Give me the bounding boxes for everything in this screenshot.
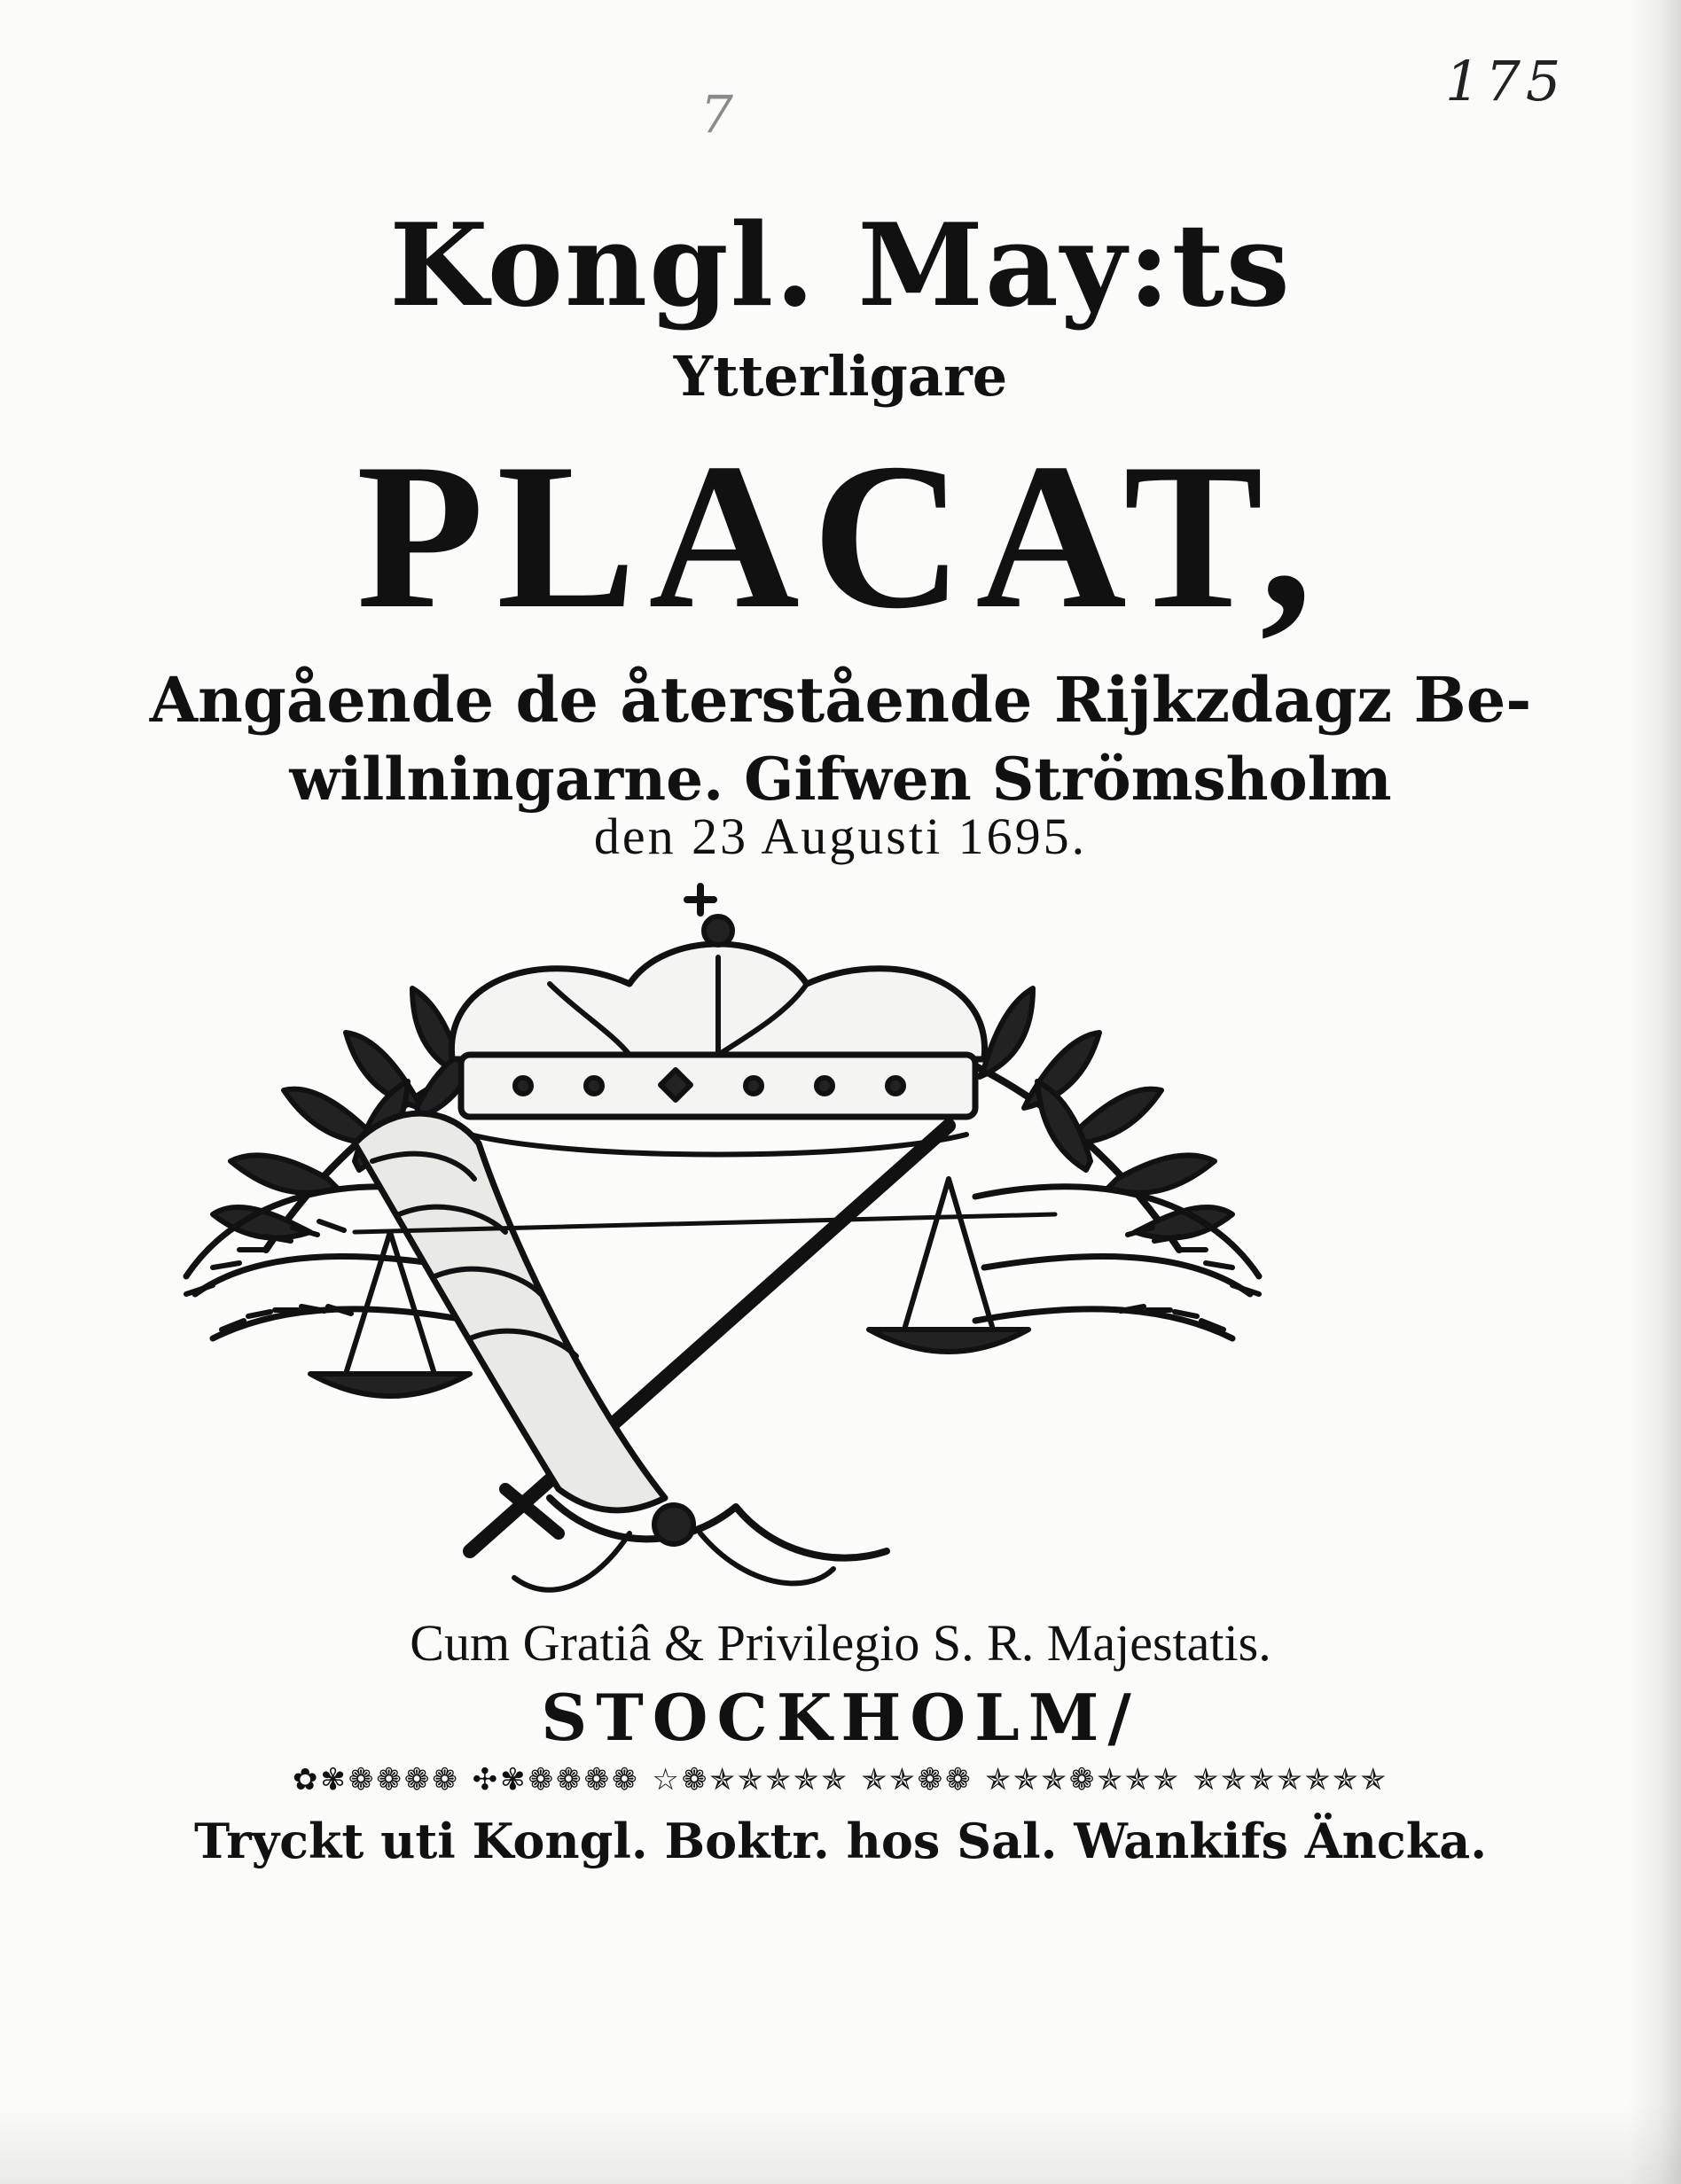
ornament-row: ✿✾❁❁❁❁ ✣✾❁❁❁❁ ☆❁✯✯✯✯✯ ✯✯❁❁ ✯✯✯❁✯✯✯ ✯✯✯✯✯✯✯ [292, 1762, 1389, 1798]
title-placat: PLACAT, [356, 421, 1325, 652]
page-bottom-shadow [0, 2104, 1681, 2184]
title-line-kongl: Kongl. May:ts [389, 199, 1292, 332]
privilege-line: Cum Gratiâ & Privilegio S. R. Majestatis. [410, 1614, 1271, 1672]
date-line: den 23 Augusti 1695. [593, 807, 1088, 865]
pencil-mark: 7 [700, 84, 733, 144]
crown-scales-sword-cornucopia-icon [133, 878, 1312, 1613]
imprint-city: STOCKHOLM/ [541, 1680, 1140, 1755]
printer-line: Tryckt uti Kongl. Boktr. hos Sal. Wankifs Äncka. [193, 1813, 1488, 1869]
title-line-ytterligare: Ytterligare [673, 344, 1008, 409]
subtitle-line-1: Angående de återstående Rijkzdagz Be- [149, 663, 1532, 737]
subtitle-line-2: willningarne. Gifwen Strömsholm [289, 745, 1392, 814]
folio-number: 175 [1445, 49, 1567, 113]
